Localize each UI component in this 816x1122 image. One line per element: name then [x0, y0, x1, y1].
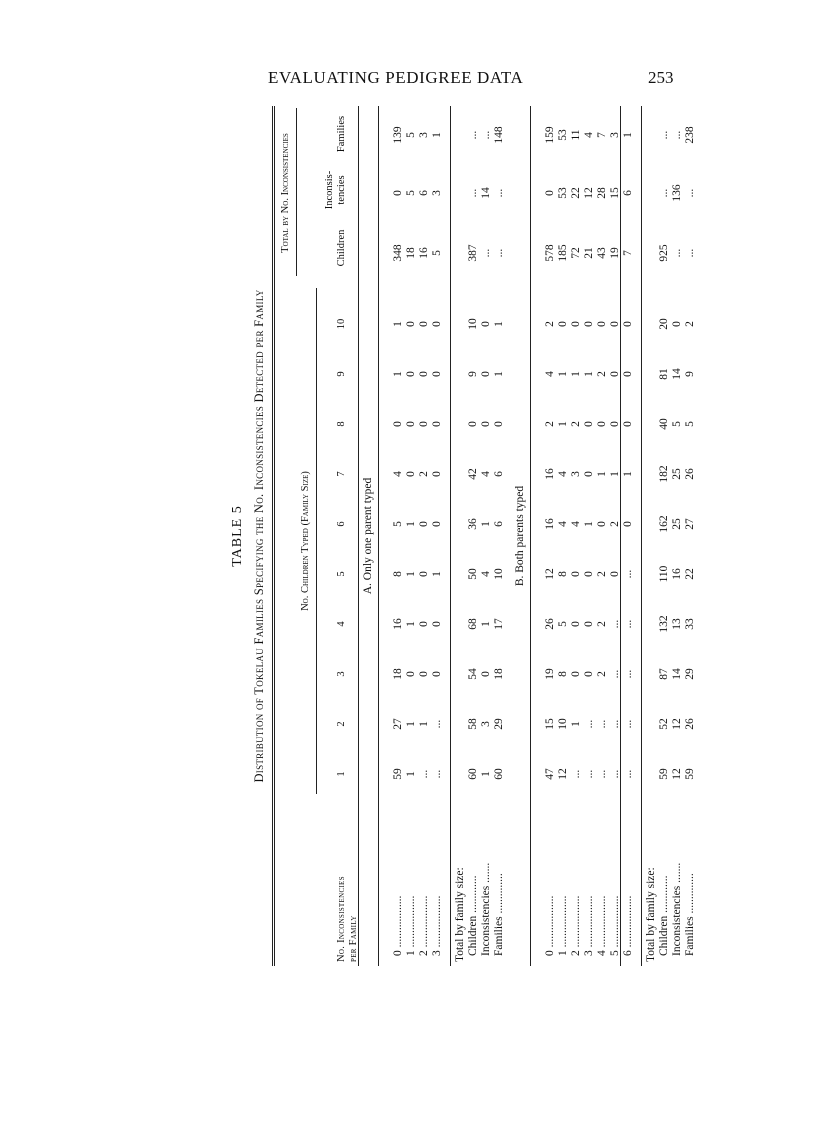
totals-cell: 22 — [684, 568, 696, 580]
section-title: B. Both parents typed — [514, 485, 526, 587]
totals-cell: 1 — [480, 521, 492, 527]
totals-cell: 14 — [671, 368, 683, 380]
table-cell: 0 — [570, 671, 582, 677]
table-cell: ... — [622, 619, 634, 629]
totals-cell: 68 — [467, 618, 479, 630]
table-cell: 5 — [392, 521, 404, 527]
family-size-1-header: 1 — [336, 771, 347, 777]
table-cell: ... — [583, 769, 595, 779]
grand-total-cell: ... — [658, 188, 670, 198]
totals-row-label: Families .............. — [493, 873, 505, 956]
totals-cell: 1 — [480, 621, 492, 627]
table-cell: 16 — [544, 468, 556, 480]
table-cell: ... — [583, 719, 595, 729]
totals-cell: 0 — [480, 321, 492, 327]
totals-cell: 12 — [671, 718, 683, 730]
table-cell: 0 — [570, 571, 582, 577]
total-cell: 53 — [557, 129, 569, 141]
table-cell: 1 — [609, 471, 621, 477]
table-cell: 3 — [570, 471, 582, 477]
totals-title: Total by family size: — [454, 867, 466, 962]
table-cell: 1 — [557, 421, 569, 427]
row-label: 3 .................. — [583, 895, 595, 956]
totals-row-label: Inconsistencies ....... — [480, 862, 492, 956]
table-cell: 1 — [570, 721, 582, 727]
total-cell: 21 — [583, 247, 595, 259]
table-cell: 15 — [544, 718, 556, 730]
total-cell: 0 — [544, 190, 556, 196]
family-size-8-header: 8 — [336, 421, 347, 427]
table-cell: ... — [609, 669, 621, 679]
table-cell: 0 — [622, 421, 634, 427]
table-cell: 27 — [392, 718, 404, 730]
table-cell: ... — [609, 619, 621, 629]
totals-cell: 6 — [493, 471, 505, 477]
total-cell: 16 — [418, 247, 430, 259]
totals-cell: 59 — [684, 768, 696, 780]
table-cell: 0 — [405, 421, 417, 427]
grand-total-cell: 387 — [467, 244, 479, 262]
family-size-7-header: 7 — [336, 471, 347, 477]
stub-header-line1: No. Inconsistencies — [336, 876, 347, 962]
total-cell: 43 — [596, 247, 608, 259]
table-cell: 0 — [405, 321, 417, 327]
total-cell: 5 — [405, 190, 417, 196]
row-label: 1 .................. — [405, 895, 417, 956]
table-cell: 0 — [570, 621, 582, 627]
total-cell: 1 — [431, 132, 443, 138]
table-cell: 2 — [609, 521, 621, 527]
total-header-rule — [296, 108, 297, 276]
section-rule — [530, 106, 531, 966]
table-cell: ... — [431, 719, 443, 729]
table-cell: ... — [609, 769, 621, 779]
totals-row-label: Families .............. — [684, 873, 696, 956]
table-cell: 19 — [544, 668, 556, 680]
totals-cell: 13 — [671, 618, 683, 630]
table-cell: 0 — [622, 321, 634, 327]
grand-total-cell: ... — [480, 130, 492, 140]
table-cell: 1 — [405, 721, 417, 727]
total-cell: 4 — [583, 132, 595, 138]
table-cell: 0 — [570, 321, 582, 327]
table-cell: 2 — [570, 421, 582, 427]
table-cell: 0 — [583, 671, 595, 677]
totals-cell: 0 — [480, 421, 492, 427]
grand-total-cell: 238 — [684, 126, 696, 144]
table-cell: 2 — [596, 371, 608, 377]
totals-cell: 1 — [480, 771, 492, 777]
table-cell: 0 — [431, 421, 443, 427]
totals-cell: 6 — [493, 521, 505, 527]
total-cell: 159 — [544, 126, 556, 144]
table-cell: 0 — [418, 571, 430, 577]
table-cell: ... — [622, 769, 634, 779]
table-cell: 0 — [418, 621, 430, 627]
total-cell: 22 — [570, 187, 582, 199]
row-label: 6 .................. — [622, 895, 634, 956]
table-cell: 0 — [596, 521, 608, 527]
table-cell: 8 — [557, 671, 569, 677]
grand-total-cell: ... — [684, 188, 696, 198]
table-cell: 0 — [405, 371, 417, 377]
table-cell: 1 — [596, 471, 608, 477]
row-label: 2 .................. — [418, 895, 430, 956]
table-cell: 0 — [609, 371, 621, 377]
totals-cell: 132 — [658, 615, 670, 633]
family-size-6-header: 6 — [336, 521, 347, 527]
total-cell: 5 — [405, 132, 417, 138]
totals-title: Total by family size: — [645, 867, 657, 962]
total-cell: 7 — [596, 132, 608, 138]
table-cell: 16 — [392, 618, 404, 630]
table-cell: 0 — [431, 671, 443, 677]
grand-total-cell: 14 — [480, 187, 492, 199]
grand-total-cell: ... — [658, 130, 670, 140]
totals-cell: 10 — [467, 318, 479, 330]
total-cell: 185 — [557, 244, 569, 262]
totals-cell: 26 — [684, 468, 696, 480]
rotated-table — [200, 106, 696, 966]
totals-cell: 29 — [684, 668, 696, 680]
totals-cell: 81 — [658, 368, 670, 380]
table-cell: 0 — [431, 521, 443, 527]
running-head: EVALUATING PEDIGREE DATA — [268, 68, 524, 87]
table-cell: 2 — [418, 471, 430, 477]
table-cell: ... — [431, 769, 443, 779]
table-cell: 4 — [570, 521, 582, 527]
total-cell: 15 — [609, 187, 621, 199]
table-cell: 0 — [583, 621, 595, 627]
totals-cell: 16 — [671, 568, 683, 580]
table-cell: 0 — [596, 321, 608, 327]
row-label: 3 .................. — [431, 895, 443, 956]
table-cell: 1 — [583, 371, 595, 377]
table-cell: 0 — [431, 371, 443, 377]
table-cell: ... — [418, 769, 430, 779]
table-cell: 0 — [583, 571, 595, 577]
table-cell: 0 — [622, 521, 634, 527]
table-cell: 4 — [392, 471, 404, 477]
table-cell: 59 — [392, 768, 404, 780]
totals-cell: 1 — [493, 371, 505, 377]
total-cell: 18 — [405, 247, 417, 259]
totals-cell: 29 — [493, 718, 505, 730]
table-cell: 8 — [557, 571, 569, 577]
table-cell: 0 — [583, 471, 595, 477]
row-label: 0 .................. — [544, 895, 556, 956]
totals-cell: 4 — [480, 571, 492, 577]
table-cell: 1 — [583, 521, 595, 527]
row-label: 1 .................. — [557, 895, 569, 956]
totals-cell: 0 — [493, 421, 505, 427]
table-cell: 0 — [583, 321, 595, 327]
col-inconsistencies-l1: Inconsis- — [324, 170, 335, 210]
totals-rule — [641, 106, 642, 966]
table-cell: 2 — [596, 671, 608, 677]
grand-total-cell: ... — [671, 130, 683, 140]
total-cell: 139 — [392, 126, 404, 144]
table-cell: 47 — [544, 768, 556, 780]
grand-total-cell: 925 — [658, 244, 670, 262]
totals-cell: 14 — [671, 668, 683, 680]
table-cell: 8 — [392, 571, 404, 577]
total-cell: 3 — [609, 132, 621, 138]
total-cell: 578 — [544, 244, 556, 262]
total-cell: 1 — [622, 132, 634, 138]
table-cell: 0 — [418, 321, 430, 327]
totals-cell: 5 — [671, 421, 683, 427]
table-cell: 16 — [544, 518, 556, 530]
table-cell: 0 — [609, 421, 621, 427]
table-cell: 1 — [622, 471, 634, 477]
totals-cell: 9 — [684, 371, 696, 377]
total-cell: 3 — [431, 190, 443, 196]
children-typed-rule — [316, 288, 317, 794]
grand-total-cell: 148 — [493, 126, 505, 144]
table-cell: 0 — [557, 321, 569, 327]
totals-cell: 25 — [671, 518, 683, 530]
total-cell: 6 — [418, 190, 430, 196]
table-cell: 2 — [544, 321, 556, 327]
table-cell: 18 — [392, 668, 404, 680]
table-cell: 5 — [557, 621, 569, 627]
family-size-3-header: 3 — [336, 671, 347, 677]
table-cell: 1 — [405, 571, 417, 577]
table-cell: 4 — [544, 371, 556, 377]
totals-cell: 36 — [467, 518, 479, 530]
section-title: A. Only one parent typed — [362, 477, 374, 595]
table-cell: ... — [609, 719, 621, 729]
table-cell: 1 — [431, 571, 443, 577]
table-cell: 1 — [392, 371, 404, 377]
table-cell: 1 — [405, 621, 417, 627]
table-number: TABLE 5 — [230, 505, 245, 567]
family-size-9-header: 9 — [336, 371, 347, 377]
table-cell: 2 — [596, 621, 608, 627]
row-label: 5 .................. — [609, 895, 621, 956]
totals-cell: 87 — [658, 668, 670, 680]
totals-rule — [450, 106, 451, 966]
top-rule — [272, 106, 275, 966]
totals-cell: 182 — [658, 465, 670, 483]
bottom-rule — [620, 106, 621, 966]
table-cell: 0 — [596, 421, 608, 427]
table-cell: 0 — [622, 371, 634, 377]
table-cell: ... — [622, 719, 634, 729]
table-cell: 2 — [596, 571, 608, 577]
table-cell: 0 — [431, 321, 443, 327]
family-size-4-header: 4 — [336, 621, 347, 627]
totals-cell: 54 — [467, 668, 479, 680]
totals-cell: 52 — [658, 718, 670, 730]
totals-cell: 0 — [467, 421, 479, 427]
totals-cell: 3 — [480, 721, 492, 727]
table-cell: 0 — [609, 571, 621, 577]
grand-total-cell: ... — [480, 248, 492, 258]
table-cell: 0 — [418, 421, 430, 427]
table-cell: 1 — [418, 721, 430, 727]
totals-cell: 9 — [467, 371, 479, 377]
table-cell: ... — [596, 769, 608, 779]
table-cell: 0 — [431, 471, 443, 477]
table-cell: 0 — [431, 621, 443, 627]
page-number: 253 — [648, 68, 674, 87]
total-cell: 5 — [431, 250, 443, 256]
stub-header-line2: per Family — [348, 915, 359, 962]
total-cell: 348 — [392, 244, 404, 262]
family-size-5-header: 5 — [336, 571, 347, 577]
grand-total-cell: ... — [493, 188, 505, 198]
total-header: Total by No. Inconsistencies — [280, 133, 291, 253]
totals-row-label: Inconsistencies ....... — [671, 862, 683, 956]
grand-total-cell: ... — [467, 188, 479, 198]
totals-cell: 5 — [684, 421, 696, 427]
table-cell: 1 — [405, 771, 417, 777]
totals-cell: 0 — [480, 371, 492, 377]
grand-total-cell: ... — [671, 248, 683, 258]
table-cell: 1 — [392, 321, 404, 327]
totals-cell: 10 — [493, 568, 505, 580]
header-bottom-rule — [358, 106, 359, 966]
table-cell: 12 — [544, 568, 556, 580]
totals-cell: 40 — [658, 418, 670, 430]
totals-cell: 20 — [658, 318, 670, 330]
table-cell: 1 — [570, 371, 582, 377]
total-cell: 3 — [418, 132, 430, 138]
table-cell: 26 — [544, 618, 556, 630]
col-families: Families — [336, 115, 347, 153]
totals-row-label: Children ............. — [658, 875, 670, 956]
totals-cell: 162 — [658, 515, 670, 533]
totals-cell: 0 — [480, 671, 492, 677]
table-cell: ... — [622, 569, 634, 579]
totals-cell: 50 — [467, 568, 479, 580]
totals-cell: 18 — [493, 668, 505, 680]
total-cell: 19 — [609, 247, 621, 259]
children-typed-header: No. Children Typed (Family Size) — [300, 471, 311, 611]
grand-total-cell: 136 — [671, 184, 683, 202]
row-label: 4 .................. — [596, 895, 608, 956]
table-cell: 2 — [544, 421, 556, 427]
grand-total-cell: ... — [467, 130, 479, 140]
table-cell: 12 — [557, 768, 569, 780]
table-cell: 0 — [418, 521, 430, 527]
table-cell: 0 — [418, 671, 430, 677]
table-cell: 1 — [405, 521, 417, 527]
totals-row-label: Children ............. — [467, 875, 479, 956]
grand-total-cell: ... — [493, 248, 505, 258]
total-cell: 12 — [583, 187, 595, 199]
totals-cell: 4 — [480, 471, 492, 477]
table-cell: ... — [570, 769, 582, 779]
totals-cell: 110 — [658, 565, 670, 583]
table-cell: 0 — [609, 321, 621, 327]
totals-cell: 2 — [684, 321, 696, 327]
col-children: Children — [336, 229, 347, 267]
totals-cell: 1 — [493, 321, 505, 327]
totals-cell: 27 — [684, 518, 696, 530]
total-cell: 53 — [557, 187, 569, 199]
totals-cell: 12 — [671, 768, 683, 780]
totals-cell: 26 — [684, 718, 696, 730]
total-cell: 72 — [570, 247, 582, 259]
totals-cell: 60 — [493, 768, 505, 780]
totals-cell: 25 — [671, 468, 683, 480]
totals-cell: 0 — [671, 321, 683, 327]
totals-cell: 17 — [493, 618, 505, 630]
total-cell: 11 — [570, 129, 582, 141]
table-cell: 4 — [557, 471, 569, 477]
section-rule — [378, 106, 379, 966]
totals-cell: 42 — [467, 468, 479, 480]
family-size-2-header: 2 — [336, 721, 347, 727]
table-cell: 0 — [392, 421, 404, 427]
row-label: 0 .................. — [392, 895, 404, 956]
table-cell: 0 — [418, 371, 430, 377]
table-cell: 0 — [405, 671, 417, 677]
table-cell: ... — [596, 719, 608, 729]
totals-cell: 60 — [467, 768, 479, 780]
table-cell: 1 — [557, 371, 569, 377]
table-cell: 0 — [583, 421, 595, 427]
grand-total-cell: ... — [684, 248, 696, 258]
totals-cell: 33 — [684, 618, 696, 630]
row-label: 2 .................. — [570, 895, 582, 956]
table-cell: 4 — [557, 521, 569, 527]
col-inconsistencies-l2: tencies — [336, 175, 347, 205]
total-cell: 7 — [622, 250, 634, 256]
total-cell: 0 — [392, 190, 404, 196]
table-caption: Distribution of Tokelau Families Specifying the No. Inconsistencies Detected per Family — [252, 289, 266, 783]
table-cell: 10 — [557, 718, 569, 730]
table-cell: 0 — [405, 471, 417, 477]
table-cell: ... — [622, 669, 634, 679]
total-cell: 28 — [596, 187, 608, 199]
totals-cell: 58 — [467, 718, 479, 730]
family-size-10-header: 10 — [336, 318, 347, 330]
totals-cell: 59 — [658, 768, 670, 780]
total-cell: 6 — [622, 190, 634, 196]
